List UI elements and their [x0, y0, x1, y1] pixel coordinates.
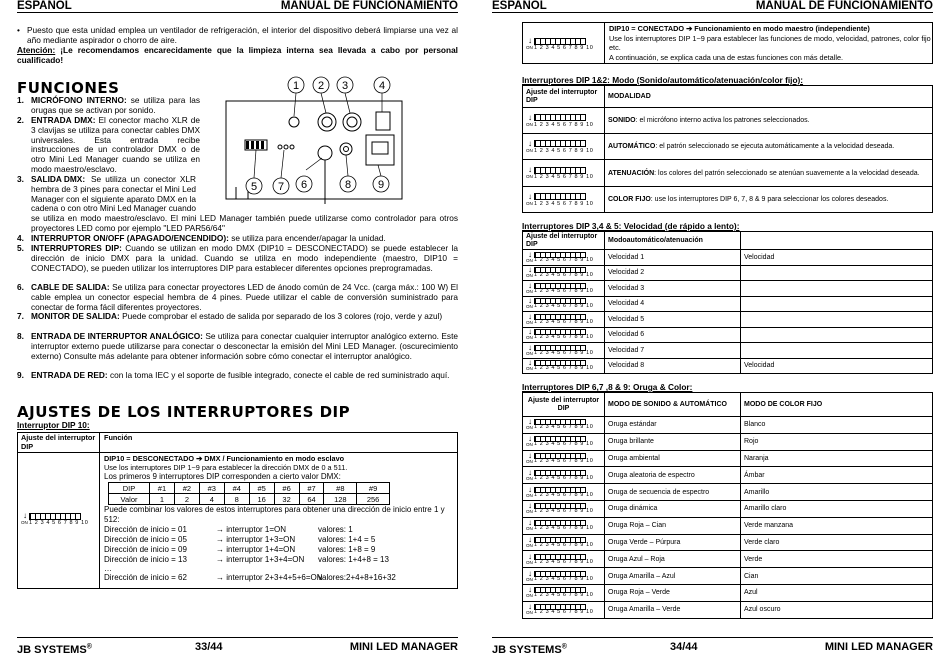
header-language: ESPAÑOL	[17, 0, 72, 12]
arrow-down-icon: ↓	[528, 36, 532, 45]
mode-section-title: Interruptores DIP 1&2: Modo (Sonido/automático/atenuación/color fijo):	[522, 75, 804, 85]
mode-row-fixed-color: ↓ ON 1 2 3 4 5 6 7 8 9 10 COLOR FIJO: use los interruptores DIP 6, 7, 8 & 9 para seleccionar los colores deseados.	[523, 187, 933, 213]
speed-row: ↓ ON 1 2 3 4 5 6 7 8 9 10 Velocidad 7	[523, 343, 933, 359]
dip10-table	[17, 432, 458, 589]
dip-switch: ↓ ON 1 2 3 4 5 6 7 8 9 10	[526, 36, 594, 51]
dip-value-table: DIP #1 #2 #3 #4 #5 #6 #7 #8 #9 Valor 1 2 4 8 16 32 64 128 256	[108, 482, 390, 505]
function-item-9: 9. ENTRADA DE RED: con la toma IEC y el soporte de fusible integrado, conecte el cable de red suministrado aquí.	[17, 370, 450, 380]
example-row: Dirección de inicio = 01 → interruptor 1=ON valores: 1	[104, 525, 353, 534]
color-row: ↓ ON 1 2 3 4 5 6 7 8 9 10 Oruga Roja – Cian Verde manzana	[523, 517, 933, 534]
color-row: ↓ ON 1 2 3 4 5 6 7 8 9 10 Oruga ambiental Naranja	[523, 450, 933, 467]
dip-switch-icon	[534, 38, 586, 45]
dmx-mode-title: DIP10 = DESCONECTADO ➔ DMX / Funcionamiento en modo esclavo	[104, 454, 345, 463]
arrow-down-icon: ↓	[528, 311, 532, 321]
arrow-down-icon: ↓	[528, 568, 532, 578]
dip-switch-icon	[534, 167, 586, 174]
color-row: ↓ ON 1 2 3 4 5 6 7 8 9 10 Oruga Roja – Verde Azul	[523, 584, 933, 601]
speed-row: ↓ ON 1 2 3 4 5 6 7 8 9 10 Velocidad 6	[523, 327, 933, 343]
dip-switch-icon	[534, 140, 586, 147]
arrow-down-icon: ↓	[528, 585, 532, 595]
arrow-down-icon: ↓	[528, 534, 532, 544]
callout-label-6: 6	[300, 179, 308, 191]
header-language: ESPAÑOL	[492, 0, 547, 12]
arrow-down-icon: ↓	[528, 551, 532, 561]
arrow-down-icon: ↓	[528, 602, 532, 612]
callout-label-8: 8	[344, 179, 352, 191]
footer-product: MINI LED MANAGER	[824, 641, 933, 653]
footer-brand: JB SYSTEMS®	[492, 643, 567, 654]
intro-bullet-text: Puesto que esta unidad emplea un ventilador de refrigeración, el interior del dispositivo deberá limpiarse una vez al año mediante aspirador o chorro de aire.	[27, 25, 458, 45]
color-row: ↓ ON 1 2 3 4 5 6 7 8 9 10 Oruga Verde – Púrpura Verde claro	[523, 534, 933, 551]
color-row: ↓ ON 1 2 3 4 5 6 7 8 9 10 Oruga Amarilla – Verde Azul oscuro	[523, 601, 933, 618]
function-item-7: 7. MONITOR DE SALIDA: Puede comprobar el estado de salida por separado de los 3 colores (rojo, verde y azul)	[17, 311, 443, 321]
color-row: ↓ ON 1 2 3 4 5 6 7 8 9 10 Oruga brillante Rojo	[523, 433, 933, 450]
master-mode-title: DIP10 = CONECTADO ➔ Funcionamiento en modo maestro (independiente)	[609, 24, 870, 33]
color-row: ↓ ON 1 2 3 4 5 6 7 8 9 10 Oruga Amarilla – Azul Cian	[523, 568, 933, 585]
speed-row: ↓ ON 1 2 3 4 5 6 7 8 9 10 Velocidad 5	[523, 312, 933, 328]
dip-switch-icon	[534, 193, 586, 200]
arrow-down-icon: ↓	[528, 484, 532, 494]
ajustes-title: AJUSTES DE LOS INTERRUPTORES DIP	[17, 403, 351, 421]
arrow-down-icon: ↓	[528, 138, 532, 148]
color-section-title: Interruptores DIP 6,7 ,8 & 9: Oruga & Color:	[522, 382, 693, 392]
arrow-down-icon: ↓	[528, 265, 532, 275]
function-item-6: 6. CABLE DE SALIDA: Se utiliza para conectar proyectores LED de ánodo común de 24 Vcc. (carga máx.: 100 W) El cable emplea un conector especial hembra de 4 pines. Puede utilizar el cable de conversión suministrado para conectar de forma fácil diferentes proyectores.	[17, 282, 458, 312]
footer-brand: JB SYSTEMS®	[17, 643, 92, 654]
function-item-4: 4. INTERRUPTOR ON/OFF (APAGADO/ENCENDIDO): se utiliza para encender/apagar la unidad.	[17, 233, 386, 243]
callout-label-3: 3	[341, 80, 349, 92]
callout-label-2: 2	[317, 80, 325, 92]
footer-product: MINI LED MANAGER	[349, 641, 458, 653]
speed-table: Ajuste del interruptor DIP Modoautomático/atenuación ↓ ON 1 2 3 4 5 6 7 8 9 10 Velocidad 1 Velocidad ↓ ON 1 2 3 4 5 6 7 8 9 10 Velocidad 2 ↓ ON 1 2 3 4 5 6 7 8 9 10 Velocidad 3 ↓ ON 1 2 3 4 5 6 7 8 9 10 Velocidad 4 ↓ ON 1 2 3 4 5 6 7 8 9 10 Velocidad 5 ↓ ON 1 2 3 4 5 6 7 8 9 10 Velocidad 6 ↓ ON 1 2 3 4 5 6 7 8 9 10 Velocidad 7 ↓ ON 1 2 3 4 5 6 7 8 9 10 Velocidad 8 Velocidad	[522, 231, 933, 374]
header-title: MANUAL DE FUNCIONAMIENTO	[280, 0, 458, 12]
funciones-title: FUNCIONES	[17, 79, 120, 97]
callout-label-7: 7	[277, 181, 285, 193]
arrow-down-icon: ↓	[528, 501, 532, 511]
bullet: •	[17, 25, 20, 35]
arrow-down-icon: ↓	[528, 342, 532, 352]
function-item-2: 2. ENTRADA DMX: El conector macho XLR de 3 clavijas se utiliza para conectar cables DMX universales. Esta entrada recibe instrucciones de un controlador DMX o de otro Mini Led Manager cuando se utiliza en modo maestro/esclavo.	[17, 115, 200, 174]
dip10-head-setting: Ajuste del interruptor DIP	[21, 433, 96, 451]
color-row: ↓ ON 1 2 3 4 5 6 7 8 9 10 Oruga aleatoria de espectro Ámbar	[523, 467, 933, 484]
arrow-down-icon: ↓	[528, 165, 532, 174]
mode-row-auto: ↓ ON 1 2 3 4 5 6 7 8 9 10 AUTOMÁTICO: el patrón seleccionado se ejecuta automáticamente a la velocidad deseada.	[523, 134, 933, 160]
color-row: ↓ ON 1 2 3 4 5 6 7 8 9 10 Oruga estándar Blanco	[523, 417, 933, 434]
arrow-down-icon: ↓	[528, 358, 532, 368]
dip-switch-icon	[534, 114, 586, 121]
callout-label-5: 5	[250, 181, 258, 193]
arrow-down-icon: ↓	[528, 450, 532, 460]
example-row: …	[104, 564, 112, 573]
mode-row-fade: ↓ ON 1 2 3 4 5 6 7 8 9 10 ATENUACIÓN: los colores del patrón seleccionado se atenúan suavemente a la velocidad deseada.	[523, 160, 933, 187]
function-item-8: 8. ENTRADA DE INTERRUPTOR ANALÓGICO: Se utiliza para conectar cualquier interruptor analógico externo. Este interruptor externo puede utilizarse para conectar o desconectar la emisión del Mini LED Manager. (oscurecimiento externo) Consulte más adelante para obtener información sobre cómo conectar el interruptor analógico.	[17, 331, 458, 361]
attention-label: Atención:	[17, 45, 56, 55]
right-page	[475, 0, 950, 654]
callout-label-4: 4	[378, 80, 386, 92]
color-row: ↓ ON 1 2 3 4 5 6 7 8 9 10 Oruga de secuencia de espectro Amarillo	[523, 484, 933, 501]
callout-label-1: 1	[292, 80, 300, 92]
footer-page-number: 33/44	[195, 641, 223, 653]
dip-switch-icon	[29, 513, 81, 520]
example-row: Dirección de inicio = 09 → interruptor 1+4=ON valores: 1+8 = 9	[104, 545, 376, 554]
page-footer	[17, 637, 458, 654]
function-item-3: 3. SALIDA DMX:	[17, 174, 86, 184]
arrow-down-icon: ↓	[528, 518, 532, 528]
page-footer	[492, 637, 933, 654]
cleaning-note	[17, 26, 458, 46]
speed-row: ↓ ON 1 2 3 4 5 6 7 8 9 10 Velocidad 3	[523, 281, 933, 297]
speed-row: ↓ ON 1 2 3 4 5 6 7 8 9 10 Velocidad 2	[523, 265, 933, 281]
dip10-subtitle: Interruptor DIP 10:	[17, 420, 90, 430]
function-item-1: 1. MICRÓFONO INTERNO: se utiliza para las orugas que se activan por sonido.	[17, 95, 200, 115]
speed-row: ↓ ON 1 2 3 4 5 6 7 8 9 10 Velocidad 4	[523, 296, 933, 312]
dmx-line-2: Los primeros 9 interruptores DIP corresponden a cierto valor DMX:	[104, 472, 341, 481]
arrow-down-icon: ↓	[528, 296, 532, 306]
color-row: ↓ ON 1 2 3 4 5 6 7 8 9 10 Oruga dinámica Amarillo claro	[523, 500, 933, 517]
color-row: ↓ ON 1 2 3 4 5 6 7 8 9 10 Oruga Azul – Roja Verde	[523, 551, 933, 568]
mode-table: Ajuste del interruptor DIP MODALIDAD ↓ ON 1 2 3 4 5 6 7 8 9 10 SONIDO: el micrófono interno activa los patrones seleccionados. ↓ ON 1 2 3 4 5 6 7 8 9 10 AUTOMÁTICO: el patrón seleccionado se ejecuta automáticamente a la velocidad deseada. ↓ ON 1 2 3 4 5 6 7 8 9 10 ATENUACIÓN: los colores del patrón seleccionado se atenúan suavemente a la velocidad deseada. ↓ ON 1 2 3 4 5 6 7 8 9 10 COLOR FIJO: use los interruptores DIP 6, 7, 8 & 9 para seleccionar los colores deseados.	[522, 85, 933, 213]
arrow-down-icon: ↓	[528, 249, 532, 259]
arrow-down-icon: ↓	[528, 280, 532, 290]
function-item-3-text: Se utiliza un conector XLR hembra de 3 pines para conectar el Mini Led Manager con el siguiente aparato DMX en la cadena o con otro Mini Led Manager cuando se utiliza en modo maestro/esclavo. El mini LED Manager también puede utilizarse como controlador para otros proyectores LED como por ejemplo "LED PAR56/64"	[31, 174, 458, 233]
dip10-master-table	[522, 22, 933, 64]
page-header	[492, 0, 933, 13]
page-header	[17, 0, 458, 13]
dip10-col-setting	[18, 433, 100, 588]
footer-page-number: 34/44	[670, 641, 698, 653]
master-line-1: Use los interruptores DIP 1~9 para establecer las funciones de modo, velocidad, patrones, color fijo etc.	[609, 33, 931, 52]
callout-label-9: 9	[377, 179, 385, 191]
speed-row: ↓ ON 1 2 3 4 5 6 7 8 9 10 Velocidad 1 Velocidad	[523, 250, 933, 266]
speed-row: ↓ ON 1 2 3 4 5 6 7 8 9 10 Velocidad 8 Velocidad	[523, 358, 933, 374]
dip10-switch: ↓ ON 1 2 3 4 5 6 7 8 9 10	[21, 511, 89, 526]
dmx-line-1: Use los interruptores DIP 1~9 para establecer la dirección DMX de 0 a 511.	[104, 463, 348, 472]
arrow-down-icon: ↓	[528, 112, 532, 122]
example-row: Dirección de inicio = 62 → interruptor 2+3+4+5+6=ON valores:2+4+8+16+32	[104, 573, 396, 582]
arrow-down-icon: ↓	[528, 467, 532, 477]
example-row: Dirección de inicio = 13 → interruptor 1+3+4=ON valores: 1+4+8 = 13	[104, 555, 389, 564]
attention-note	[17, 46, 458, 66]
dip10-head-function: Función	[104, 433, 133, 442]
combine-text: Puede combinar los valores de estos interruptores para obtener una dirección de inicio entre 1 y 512:	[104, 505, 445, 524]
color-table: Ajuste del interruptor DIP MODO DE SONIDO & AUTOMÁTICO MODO DE COLOR FIJO ↓ ON 1 2 3 4 5 6 7 8 9 10 Oruga estándar Blanco ↓ ON 1 2 3 4 5 6 7 8 9 10 Oruga brillante Rojo ↓ ON 1 2 3 4 5 6 7 8 9 10 Oruga ambiental Naranja ↓ ON 1 2 3 4 5 6 7 8 9 10 Oruga aleatoria de espectro Ámbar ↓ ON 1 2 3 4 5 6 7 8 9 10 Oruga de secuencia de espectro Amarillo ↓ ON 1 2 3 4 5 6 7 8 9 10 Oruga dinámica Amarillo claro ↓ ON 1 2 3 4 5 6 7 8 9 10 Oruga Roja – Cian Verde manzana ↓ ON 1 2 3 4 5 6 7 8 9 10 Oruga Verde – Púrpura Verde claro ↓ ON 1 2 3 4 5 6 7 8 9 10 Oruga Azul – Roja Verde ↓ ON 1 2 3 4 5 6 7 8 9 10 Oruga Amarilla – Azul Cian ↓ ON 1 2 3 4 5 6 7 8 9 10 Oruga Roja – Verde Azul ↓ ON 1 2 3 4 5 6 7 8 9 10 Oruga Amarilla – Verde Azul oscuro	[522, 392, 933, 619]
header-title: MANUAL DE FUNCIONAMIENTO	[755, 0, 933, 12]
speed-section-title: Interruptores DIP 3,4 & 5: Velocidad (de rápido a lento):	[522, 221, 740, 231]
arrow-down-icon: ↓	[528, 434, 532, 444]
arrow-down-icon: ↓	[528, 417, 532, 427]
attention-text: ¡Le recomendamos encarecidamente que la limpieza interna sea llevada a cabo por personal cualificado!	[17, 45, 458, 65]
example-row: Dirección de inicio = 05 → interruptor 1+3=ON valores: 1+4 = 5	[104, 535, 376, 544]
arrow-down-icon: ↓	[528, 191, 532, 201]
arrow-down-icon: ↓	[528, 327, 532, 337]
arrow-down-icon: ↓	[23, 511, 27, 520]
master-line-2: A continuación, se explica cada una de estas funciones con más detalle.	[609, 52, 844, 62]
function-item-5: 5. INTERRUPTORES DIP: Cuando se utilizan en modo DMX (DIP10 = DESCONECTADO) se puede establecer la dirección de inicio DMX para la unidad. Cuando se utiliza en modo independiente (maestro, DIP10 = CONECTADO), se pueden utilizar los interruptores DIP para establecer diferentes opciones preprogramadas.	[17, 243, 458, 273]
mode-row-sound: ↓ ON 1 2 3 4 5 6 7 8 9 10 SONIDO: el micrófono interno activa los patrones seleccionados.	[523, 108, 933, 134]
